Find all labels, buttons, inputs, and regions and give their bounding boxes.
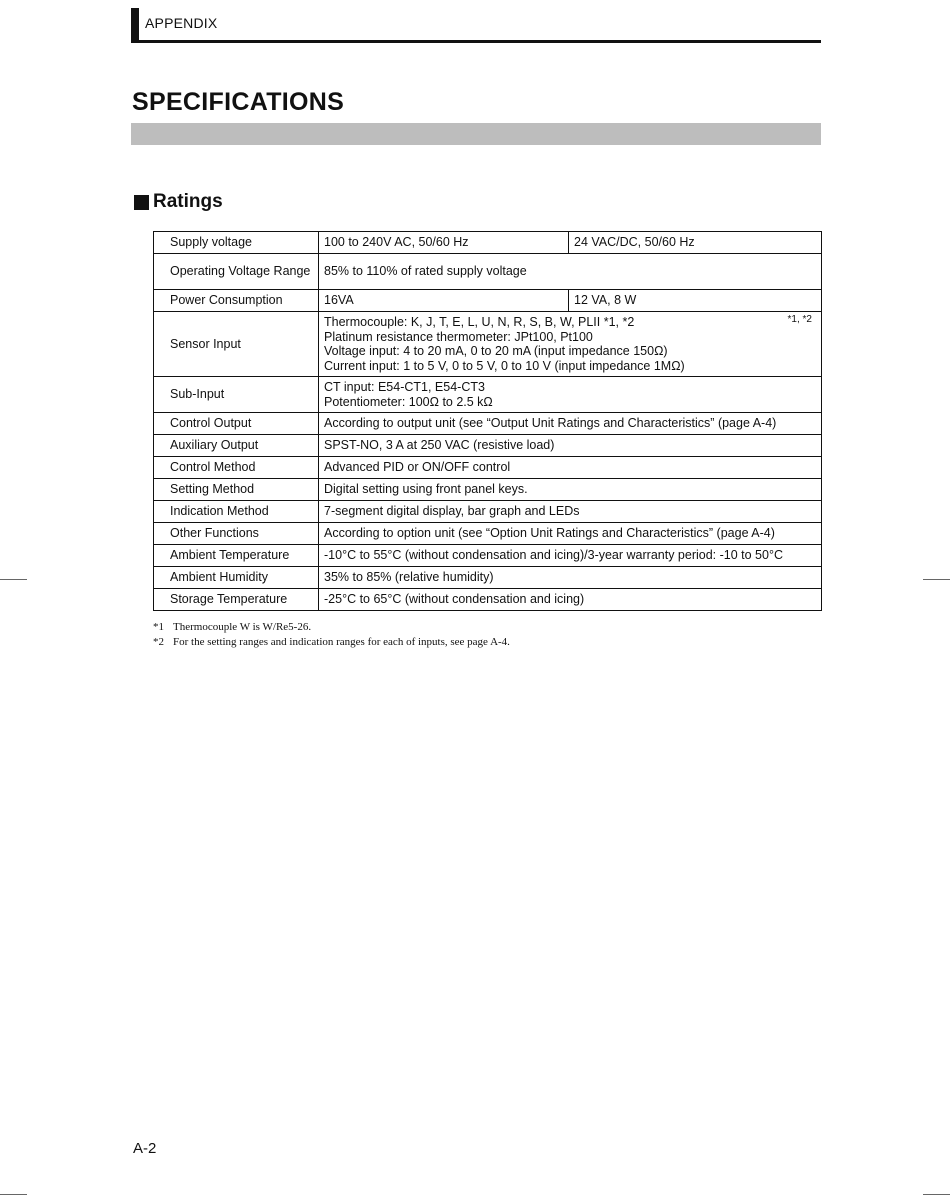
footnote: [153, 620, 510, 635]
row-value: 35% to 85% (relative humidity): [319, 567, 822, 589]
row-label: Control Method: [154, 457, 319, 479]
header-rule: [131, 40, 821, 43]
sensor-line: Voltage input: 4 to 20 mA, 0 to 20 mA (input impedance 150Ω): [324, 344, 668, 358]
row-value: According to option unit (see “Option Unit Ratings and Characteristics” (page A-4): [319, 523, 822, 545]
row-value: 100 to 240V AC, 50/60 Hz: [319, 232, 569, 254]
page-title: SPECIFICATIONS: [132, 88, 345, 116]
table-row: [154, 501, 822, 523]
section-square-icon: [134, 195, 149, 210]
sub-input-line: Potentiometer: 100Ω to 2.5 kΩ: [324, 394, 493, 409]
table-row: [154, 523, 822, 545]
table-row: [154, 589, 822, 611]
row-label: Power Consumption: [154, 290, 319, 312]
title-band: [131, 123, 821, 145]
table-row: [154, 413, 822, 435]
row-label: Control Output: [154, 413, 319, 435]
sensor-line: Platinum resistance thermometer: JPt100, Pt100: [324, 329, 593, 344]
table-row: [154, 479, 822, 501]
crop-mark: [923, 1194, 950, 1195]
row-value: 24 VAC/DC, 50/60 Hz: [569, 232, 822, 254]
row-value: 12 VA, 8 W: [569, 290, 822, 312]
row-label: Storage Temperature: [154, 589, 319, 611]
table-row: [154, 457, 822, 479]
footnote-mark: *2: [153, 636, 164, 648]
row-label: Auxiliary Output: [154, 435, 319, 457]
row-value: [319, 377, 822, 413]
row-label: Operating Voltage Range: [154, 254, 319, 290]
sub-input-line: CT input: E54-CT1, E54-CT3: [324, 380, 485, 394]
row-value: 85% to 110% of rated supply voltage: [319, 254, 822, 290]
header-section-label: APPENDIX: [145, 15, 218, 31]
row-value: Digital setting using front panel keys.: [319, 479, 822, 501]
table-row: [154, 377, 822, 413]
table-row: [154, 232, 822, 254]
crop-mark: [0, 579, 27, 580]
sensor-line: Thermocouple: K, J, T, E, L, U, N, R, S, B, W, PLII *1, *2: [324, 315, 635, 329]
table-row: [154, 545, 822, 567]
row-value: According to output unit (see “Output Unit Ratings and Characteristics” (page A-4): [319, 413, 822, 435]
crop-mark: [0, 1194, 27, 1195]
row-label: Sensor Input: [154, 312, 319, 377]
row-label: Ambient Humidity: [154, 567, 319, 589]
sensor-line: Current input: 1 to 5 V, 0 to 5 V, 0 to 10 V (input impedance 1MΩ): [324, 358, 685, 373]
row-value: SPST-NO, 3 A at 250 VAC (resistive load): [319, 435, 822, 457]
footnote-text: Thermocouple W is W/Re5-26.: [173, 621, 312, 633]
row-label: Setting Method: [154, 479, 319, 501]
header-bar: [131, 8, 139, 41]
row-value: Advanced PID or ON/OFF control: [319, 457, 822, 479]
row-value: -10°C to 55°C (without condensation and icing)/3-year warranty period: -10 to 50°C: [319, 545, 822, 567]
sensor-footnote-ref: *1, *2: [787, 314, 812, 325]
crop-mark: [923, 579, 950, 580]
row-label: Ambient Temperature: [154, 545, 319, 567]
ratings-table: [153, 231, 822, 611]
row-label: Other Functions: [154, 523, 319, 545]
footnote: [153, 635, 510, 650]
row-label: Indication Method: [154, 501, 319, 523]
row-label: Supply voltage: [154, 232, 319, 254]
table-row: [154, 312, 822, 377]
table-row: [154, 290, 822, 312]
footnotes: [153, 620, 510, 650]
section-title: Ratings: [153, 191, 223, 212]
footnote-mark: *1: [153, 621, 164, 633]
table-row: [154, 254, 822, 290]
footnote-text: For the setting ranges and indication ranges for each of inputs, see page A-4.: [173, 636, 510, 648]
table-row: [154, 567, 822, 589]
row-value: 16VA: [319, 290, 569, 312]
row-value: [319, 312, 822, 377]
table-row: [154, 435, 822, 457]
row-label: Sub-Input: [154, 377, 319, 413]
row-value: 7-segment digital display, bar graph and LEDs: [319, 501, 822, 523]
row-value: -25°C to 65°C (without condensation and icing): [319, 589, 822, 611]
page-number: A-2: [133, 1140, 157, 1157]
